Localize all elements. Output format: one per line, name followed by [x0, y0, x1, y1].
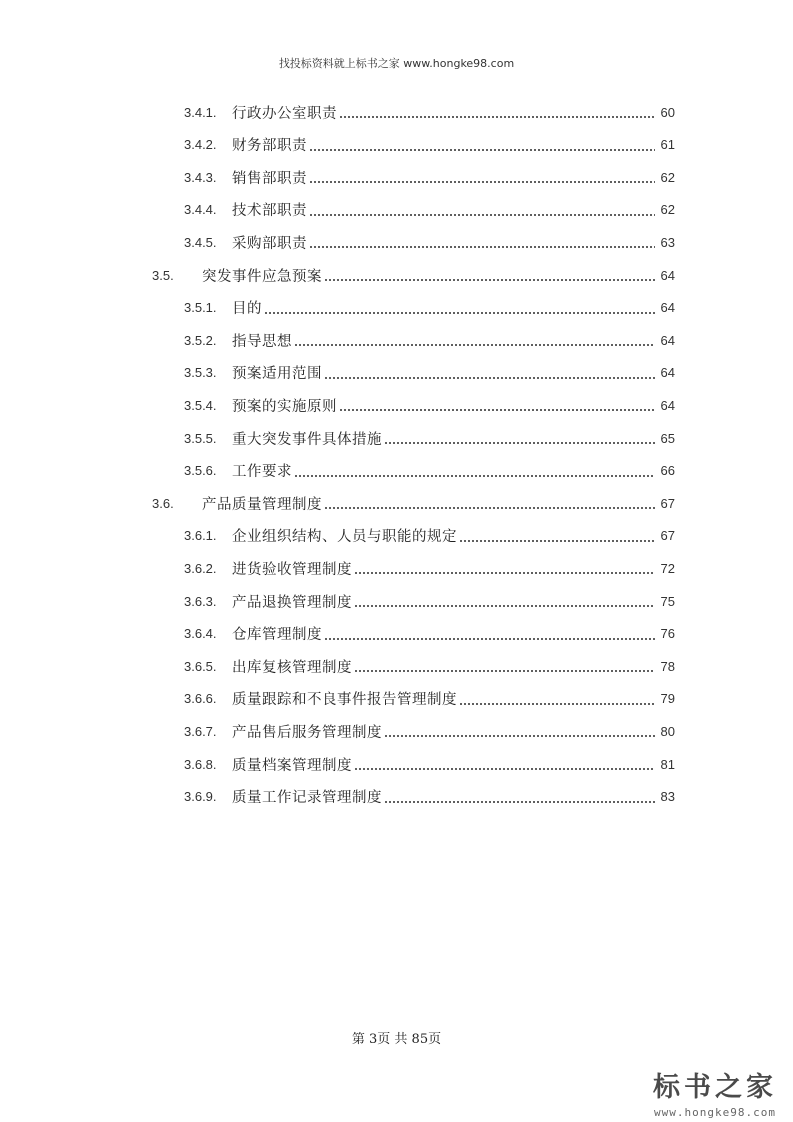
- toc-entry-title: 产品售后服务管理制度: [232, 724, 382, 741]
- toc-entry-number: 3.6.: [152, 495, 174, 511]
- toc-entry-page: 72: [660, 560, 675, 576]
- toc-dot-leader: [459, 702, 655, 706]
- toc-dot-leader: [294, 343, 655, 347]
- logo-url: www.hongke98.com: [654, 1106, 776, 1119]
- toc-entry-number: 3.6.9.: [184, 789, 217, 805]
- toc-entry[interactable]: [152, 263, 675, 287]
- toc-entry-page: 64: [660, 300, 675, 316]
- toc-entry-page: 66: [660, 463, 675, 479]
- toc-entry-number: 3.5.: [152, 267, 174, 283]
- toc-dot-leader: [354, 604, 655, 608]
- toc-entry[interactable]: [184, 719, 675, 743]
- toc-entry[interactable]: [152, 491, 675, 515]
- toc-dot-leader: [324, 278, 655, 282]
- toc-entry-title: 出库复核管理制度: [232, 659, 352, 676]
- toc-entry[interactable]: [184, 230, 675, 254]
- toc-entry-number: 3.4.3.: [184, 169, 217, 185]
- toc-entry[interactable]: [184, 165, 675, 189]
- toc-entry-title: 企业组织结构、人员与职能的规定: [232, 529, 457, 546]
- toc-entry-title: 质量档案管理制度: [232, 757, 352, 774]
- toc-entry-page: 62: [660, 202, 675, 218]
- toc-entry-page: 67: [660, 495, 675, 511]
- toc-entry[interactable]: [184, 589, 675, 613]
- toc-entry-number: 3.6.2.: [184, 560, 217, 576]
- toc-entry[interactable]: [184, 393, 675, 417]
- toc-dot-leader: [459, 539, 655, 543]
- toc-entry-title: 预案的实施原则: [232, 398, 337, 415]
- toc-entry-title: 行政办公室职责: [232, 105, 337, 122]
- toc-entry[interactable]: [184, 361, 675, 385]
- toc-entry-number: 3.5.1.: [184, 300, 217, 316]
- toc-entry-title: 销售部职责: [232, 170, 307, 187]
- toc-entry-number: 3.6.7.: [184, 723, 217, 739]
- toc-entry-page: 63: [660, 234, 675, 250]
- page-footer: 第 3页 共 85页: [351, 1032, 442, 1047]
- toc-dot-leader: [309, 180, 655, 184]
- toc-entry-number: 3.6.8.: [184, 756, 217, 772]
- toc-entry-page: 79: [660, 691, 675, 707]
- toc-dot-leader: [384, 800, 655, 804]
- toc-entry[interactable]: [184, 426, 675, 450]
- toc-entry-page: 64: [660, 267, 675, 283]
- toc-entry-number: 3.5.4.: [184, 397, 217, 413]
- toc-entry-page: 80: [660, 723, 675, 739]
- toc-entry-title: 仓库管理制度: [232, 627, 322, 644]
- toc-entry-number: 3.4.4.: [184, 202, 217, 218]
- toc-entry[interactable]: [184, 785, 675, 809]
- toc-entry-title: 突发事件应急预案: [202, 268, 322, 285]
- toc-entry-number: 3.5.6.: [184, 463, 217, 479]
- toc-entry[interactable]: [184, 687, 675, 711]
- toc-dot-leader: [384, 441, 655, 445]
- toc-dot-leader: [354, 571, 655, 575]
- toc-entry-title: 产品退换管理制度: [232, 594, 352, 611]
- toc-dot-leader: [339, 408, 655, 412]
- toc-entry[interactable]: [184, 459, 675, 483]
- toc-entry[interactable]: [184, 328, 675, 352]
- toc-dot-leader: [384, 734, 655, 738]
- toc-entry-title: 采购部职责: [232, 235, 307, 252]
- toc-entry-page: 75: [660, 593, 675, 609]
- toc-entry[interactable]: [184, 100, 675, 124]
- toc-entry[interactable]: [184, 524, 675, 548]
- toc-entry[interactable]: [184, 622, 675, 646]
- toc-entry-number: 3.6.1.: [184, 528, 217, 544]
- toc-entry-title: 产品质量管理制度: [202, 496, 322, 513]
- toc-entry-page: 61: [660, 137, 675, 153]
- toc-dot-leader: [309, 213, 655, 217]
- toc-entry-number: 3.5.5.: [184, 430, 217, 446]
- toc-dot-leader: [324, 376, 655, 380]
- toc-entry-page: 64: [660, 397, 675, 413]
- toc-entry-title: 指导思想: [232, 333, 292, 350]
- toc-dot-leader: [354, 767, 655, 771]
- toc-entry-number: 3.4.1.: [184, 104, 217, 120]
- toc-entry-number: 3.4.2.: [184, 137, 217, 153]
- toc-dot-leader: [324, 637, 655, 641]
- toc-entry-page: 62: [660, 169, 675, 185]
- toc-entry[interactable]: [184, 296, 675, 320]
- logo-text: 标书之家: [653, 1072, 777, 1103]
- toc-entry-number: 3.6.3.: [184, 593, 217, 609]
- toc-entry-page: 76: [660, 626, 675, 642]
- toc-dot-leader: [294, 474, 655, 478]
- toc-entry-page: 65: [660, 430, 675, 446]
- toc-entry-number: 3.6.6.: [184, 691, 217, 707]
- toc-entry-number: 3.5.3.: [184, 365, 217, 381]
- toc-entry-page: 83: [660, 789, 675, 805]
- toc-entry-number: 3.6.5.: [184, 658, 217, 674]
- toc-entry-title: 进货验收管理制度: [232, 561, 352, 578]
- toc-entry[interactable]: [184, 556, 675, 580]
- toc-dot-leader: [354, 669, 655, 673]
- toc-entry[interactable]: [184, 752, 675, 776]
- toc-entry-page: 67: [660, 528, 675, 544]
- toc-entry[interactable]: [184, 198, 675, 222]
- toc-entry-title: 预案适用范围: [232, 366, 322, 383]
- toc-entry-page: 78: [660, 658, 675, 674]
- toc-entry-title: 质量工作记录管理制度: [232, 790, 382, 807]
- toc-entry-page: 64: [660, 365, 675, 381]
- toc-dot-leader: [339, 115, 655, 119]
- toc-entry-title: 重大突发事件具体措施: [232, 431, 382, 448]
- toc-dot-leader: [309, 148, 655, 152]
- toc-dot-leader: [324, 506, 655, 510]
- toc-entry-title: 目的: [232, 301, 262, 318]
- toc-entry-title: 质量跟踪和不良事件报告管理制度: [232, 692, 457, 709]
- toc-entry-number: 3.4.5.: [184, 234, 217, 250]
- toc-entry-page: 60: [660, 104, 675, 120]
- page-header: 找投标资料就上标书之家 www.hongke98.com: [278, 57, 515, 70]
- toc-entry-title: 技术部职责: [232, 203, 307, 220]
- logo-watermark: [640, 1065, 790, 1119]
- toc-entry[interactable]: [184, 133, 675, 157]
- toc-entry-page: 81: [660, 756, 675, 772]
- toc-entry-title: 财务部职责: [232, 138, 307, 155]
- toc-entry[interactable]: [184, 654, 675, 678]
- toc-entry-page: 64: [660, 332, 675, 348]
- toc-dot-leader: [264, 311, 655, 315]
- toc-entry-title: 工作要求: [232, 464, 292, 481]
- toc-entry-number: 3.6.4.: [184, 626, 217, 642]
- toc-dot-leader: [309, 245, 655, 249]
- toc-entry-number: 3.5.2.: [184, 332, 217, 348]
